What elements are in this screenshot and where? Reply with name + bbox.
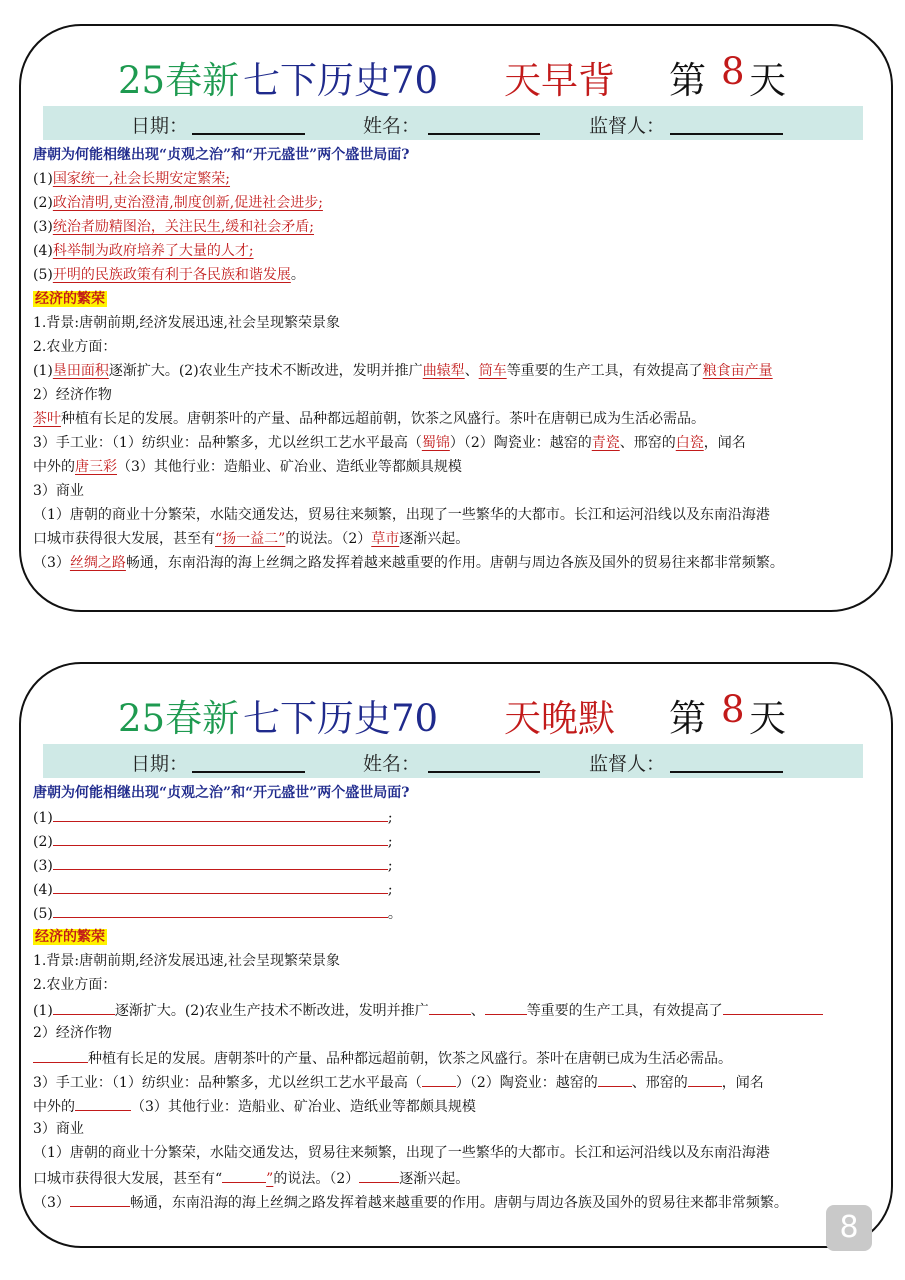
- fill-blank[interactable]: [359, 1165, 399, 1183]
- card-title: [21, 688, 891, 738]
- question-heading: 唐朝为何能相继出现“贞观之治”和“开元盛世”两个盛世局面?: [33, 785, 410, 801]
- question-heading: 唐朝为何能相继出现“贞观之治”和“开元盛世”两个盛世局面?: [33, 147, 410, 163]
- blank-row: (1) ;: [33, 805, 885, 829]
- supervisor-label: 监督人：: [589, 753, 666, 775]
- craft-line-1: 3）手工业：（1）纺织业：品种繁多，尤以丝织工艺水平最高（蜀锦）（2）陶瓷业：越窑的青瓷、邢窑的白瓷，闻名: [33, 435, 746, 451]
- fill-blank[interactable]: [485, 997, 527, 1015]
- fill-blank[interactable]: [598, 1069, 632, 1087]
- section-heading: 经济的繁荣: [35, 929, 105, 945]
- title-course: 七下历史70: [243, 697, 439, 740]
- day-label-pre: 第: [669, 697, 706, 740]
- agri-line: (1) 逐渐扩大。(2)农业生产技术不断改进，发明并推广 、 等重要的生产工具，有效提高了: [33, 997, 885, 1021]
- craft-line-2: 中外的唐三彩（3）其他行业：造船业、矿冶业、造纸业等都颇具规模: [33, 459, 462, 475]
- blank-row: (5) 。: [33, 901, 885, 925]
- fill-blank[interactable]: [53, 877, 388, 894]
- commerce-title: 3）商业: [33, 483, 84, 499]
- morning-recite-card: [19, 24, 893, 612]
- fill-blank[interactable]: [53, 901, 388, 918]
- content-body: [33, 805, 885, 1213]
- card-title: [21, 50, 891, 100]
- commerce-line-2: 口城市获得很大发展，甚至有“扬一益二”的说法。（2）草市逐渐兴起。: [33, 531, 470, 547]
- day-label-post: 天: [749, 697, 786, 740]
- fill-blank[interactable]: [429, 997, 471, 1015]
- date-label: 日期：: [131, 115, 189, 137]
- title-suffix: 天晚默: [504, 697, 615, 740]
- name-line[interactable]: [428, 133, 540, 135]
- date-line[interactable]: [192, 771, 305, 773]
- day-number: 8: [721, 50, 745, 93]
- day-label-post: 天: [749, 59, 786, 102]
- answer-row: (3)统治者励精图治，关注民生,缓和社会矛盾;: [33, 219, 315, 235]
- fill-blank[interactable]: [222, 1165, 266, 1183]
- blank-row: (2) ;: [33, 829, 885, 853]
- fill-blank[interactable]: [33, 1045, 88, 1063]
- silk-road-line: （3） 畅通，东南沿海的海上丝绸之路发挥着越来越重要的作用。唐朝与周边各族及国外的贸易往来都非常频繁。: [33, 1189, 885, 1213]
- title-course: 七下历史70: [243, 59, 439, 102]
- page-number-badge: 8: [826, 1205, 872, 1251]
- name-line[interactable]: [428, 771, 540, 773]
- background-line: 1.背景:唐朝前期,经济发展迅速,社会呈现繁荣景象: [33, 953, 340, 969]
- agri-title: 2.农业方面：: [33, 977, 117, 993]
- blank-row: (3) ;: [33, 853, 885, 877]
- date-label: 日期：: [131, 753, 189, 775]
- commerce-line-1: （1）唐朝的商业十分繁荣，水陆交通发达，贸易往来频繁，出现了一些繁华的大都市。长江和运河沿线以及东南沿海港: [33, 1145, 770, 1161]
- tea-line: 种植有长足的发展。唐朝茶叶的产量、品种都远超前朝，饮茶之风盛行。茶叶在唐朝已成为生活必需品。: [33, 1045, 885, 1069]
- fill-blank[interactable]: [422, 1069, 456, 1087]
- commerce-title: 3）商业: [33, 1121, 84, 1137]
- fill-blank[interactable]: [75, 1093, 131, 1111]
- craft-line-2: 中外的 （3）其他行业：造船业、矿冶业、造纸业等都颇具规模: [33, 1093, 885, 1117]
- name-label: 姓名：: [363, 753, 421, 775]
- day-number: 8: [721, 688, 745, 731]
- info-bar: [43, 106, 863, 140]
- title-suffix: 天早背: [504, 59, 615, 102]
- blank-row: (4) ;: [33, 877, 885, 901]
- agri-title: 2.农业方面：: [33, 339, 117, 355]
- day-label-pre: 第: [669, 59, 706, 102]
- fill-blank[interactable]: [53, 853, 388, 870]
- fill-blank[interactable]: [53, 829, 388, 846]
- fill-blank[interactable]: [70, 1189, 130, 1207]
- silk-road-line: （3）丝绸之路畅通，东南沿海的海上丝绸之路发挥着越来越重要的作用。唐朝与周边各族及国外的贸易往来都非常频繁。: [33, 555, 784, 571]
- supervisor-label: 监督人：: [589, 115, 666, 137]
- fill-blank[interactable]: [53, 997, 115, 1015]
- title-prefix: 25春新: [118, 59, 240, 102]
- craft-line-1: 3）手工业：（1）纺织业：品种繁多，尤以丝织工艺水平最高（ ）（2）陶瓷业：越窑的 、邢窑的 ，闻名: [33, 1069, 885, 1093]
- supervisor-line[interactable]: [670, 771, 783, 773]
- name-label: 姓名：: [363, 115, 421, 137]
- commerce-line-2: 口城市获得很大发展，甚至有“ ”的说法。（2） 逐渐兴起。: [33, 1165, 885, 1189]
- fill-blank[interactable]: [688, 1069, 722, 1087]
- fill-blank[interactable]: [723, 997, 823, 1015]
- date-line[interactable]: [192, 133, 305, 135]
- answer-row: (1)国家统一,社会长期安定繁荣;: [33, 171, 231, 187]
- background-line: 1.背景:唐朝前期,经济发展迅速,社会呈现繁荣景象: [33, 315, 340, 331]
- agri-line: (1)垦田面积逐渐扩大。(2)农业生产技术不断改进，发明并推广曲辕犁、筒车等重要的生产工具，有效提高了粮食亩产量: [33, 363, 773, 379]
- tea-line: 茶叶种植有长足的发展。唐朝茶叶的产量、品种都远超前朝，饮茶之风盛行。茶叶在唐朝已成为生活必需品。: [33, 411, 705, 427]
- crops-title: 2）经济作物: [33, 387, 112, 403]
- section-heading: 经济的繁荣: [35, 291, 105, 307]
- fill-blank[interactable]: [53, 805, 388, 822]
- answer-row: (4)科举制为政府培养了大量的人才;: [33, 243, 254, 259]
- commerce-line-1: （1）唐朝的商业十分繁荣，水陆交通发达，贸易往来频繁，出现了一些繁华的大都市。长江和运河沿线以及东南沿海港: [33, 507, 770, 523]
- crops-title: 2）经济作物: [33, 1025, 112, 1041]
- content-body: [33, 167, 885, 575]
- supervisor-line[interactable]: [670, 133, 783, 135]
- info-bar: [43, 744, 863, 778]
- answer-row: (5)开明的民族政策有利于各民族和谐发展。: [33, 267, 305, 283]
- answer-row: (2)政治清明,吏治澄清,制度创新,促进社会进步;: [33, 195, 323, 211]
- evening-dictation-card: [19, 662, 893, 1248]
- title-prefix: 25春新: [118, 697, 240, 740]
